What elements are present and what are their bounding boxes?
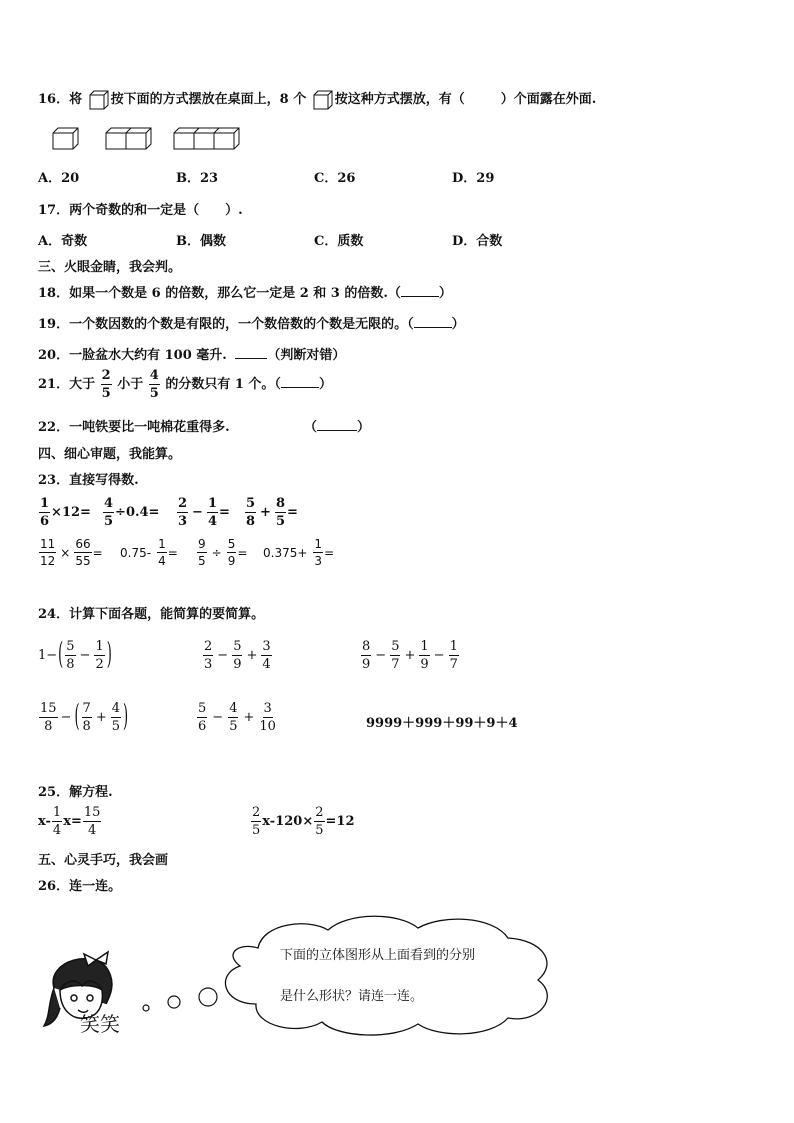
operator: +: [260, 505, 271, 520]
operator: −: [433, 648, 445, 663]
operator: ×: [60, 545, 71, 560]
bubble-text-line-2: 是什么形状？请连一连。: [280, 989, 424, 1004]
expr-text: 1−: [38, 648, 58, 663]
operator: +: [404, 648, 416, 663]
denominator: 8: [66, 657, 75, 672]
numerator: 11: [40, 537, 56, 551]
operator: −: [217, 648, 229, 663]
q23-expr-5: [38, 538, 103, 567]
operator: −: [79, 648, 91, 663]
q24-problem-4: [38, 702, 129, 733]
q23-expr-8: [263, 538, 334, 567]
q21-answer-blank[interactable]: [281, 375, 319, 388]
q24-problem-3: [360, 640, 460, 671]
q21-text-c: 的分数只有 1 个。（: [165, 377, 281, 392]
numerator: 3: [262, 639, 271, 654]
right-paren: ): [123, 700, 129, 735]
numerator: 2: [101, 368, 111, 383]
numerator: 2: [252, 805, 261, 820]
denominator: 7: [391, 657, 400, 672]
left-paren: (: [74, 700, 80, 735]
q16-text-4: ）个面露在外面.: [500, 92, 597, 107]
denominator: 5: [149, 386, 159, 401]
expr-text: 0.375+: [263, 545, 308, 560]
q17-option-a[interactable]: A．奇数: [38, 234, 88, 249]
denominator: 5: [101, 386, 111, 401]
denominator: 12: [40, 554, 56, 568]
q18-text: 18．如果一个数是 6 的倍数，那么它一定是 2 和 3 的倍数.（: [38, 286, 401, 301]
numerator: 8: [362, 639, 371, 654]
q23-expr-7: [196, 538, 247, 567]
denominator: 9: [420, 657, 429, 672]
cube-arrangement-figure: [50, 126, 240, 152]
operator: +: [243, 710, 255, 725]
q17-option-c[interactable]: C．质数: [314, 234, 364, 249]
equals: =: [92, 545, 103, 560]
denominator: 10: [259, 719, 276, 734]
q23-title: 23．直接写得数.: [38, 473, 139, 488]
thought-dots: [138, 982, 222, 1018]
q24-title: 24．计算下面各题，能简算的要简算。: [38, 607, 265, 622]
q23-expr-6: [120, 538, 178, 567]
numerator: 1: [420, 639, 429, 654]
q21-text-b: 小于: [117, 377, 144, 392]
denominator: 5: [229, 719, 238, 734]
numerator: 15: [83, 805, 101, 820]
numerator: 5: [246, 496, 256, 511]
q24-problem-6: 9999＋999＋99＋9＋4: [366, 716, 518, 731]
equals: =: [167, 545, 178, 560]
q21-close-paren: ）: [318, 377, 332, 392]
expr-text: =12: [325, 814, 355, 829]
denominator: 7: [449, 657, 458, 672]
q26-title: 26．连一连。: [38, 879, 122, 894]
denominator: 6: [40, 514, 50, 529]
q24-problem-1: [38, 640, 113, 671]
q21-fraction-2: [149, 369, 160, 400]
q16-option-d[interactable]: D．29: [452, 171, 495, 186]
numerator: 3: [263, 701, 272, 716]
section-3-heading: 三、火眼金睛，我会判。: [38, 260, 182, 275]
numerator: 1: [449, 639, 458, 654]
numerator: 1: [52, 805, 62, 820]
q16-text-1: 将: [69, 92, 83, 107]
denominator: 8: [246, 514, 256, 529]
right-paren: ): [106, 638, 112, 673]
numerator: 15: [40, 701, 57, 716]
numerator: 5: [66, 639, 75, 654]
cube-icon: [88, 89, 110, 111]
q16-text-2: 按下面的方式摆放在桌面上，8 个: [110, 92, 307, 107]
q16-option-c[interactable]: C．26: [314, 171, 356, 186]
numerator: 1: [207, 496, 217, 511]
q16-line: [38, 88, 596, 111]
expr-text: x-120×: [262, 814, 314, 829]
denominator: 5: [111, 719, 120, 734]
numerator: 1: [314, 537, 323, 551]
q16-option-a[interactable]: A．20: [38, 171, 80, 186]
q20-tail: （判断对错）: [267, 348, 346, 363]
q19-answer-blank[interactable]: [414, 315, 452, 328]
q22-answer: [304, 416, 370, 435]
operator: +: [95, 710, 107, 725]
numerator: 8: [275, 496, 285, 511]
denominator: 8: [82, 719, 91, 734]
denominator: 4: [262, 657, 271, 672]
denominator: 3: [314, 554, 323, 568]
q17-option-d[interactable]: D．合数: [452, 234, 503, 249]
numerator: 2: [204, 639, 213, 654]
denominator: 5: [104, 514, 114, 529]
numerator: 4: [111, 701, 120, 716]
operator: −: [212, 710, 224, 725]
expr-text: 0.75-: [120, 545, 152, 560]
denominator: 5: [275, 514, 285, 529]
q19-text: 19．一个数因数的个数是有限的，一个数倍数的个数是无限的。（: [38, 317, 414, 332]
numerator: 5: [227, 537, 236, 551]
q23-expr-3: [176, 497, 230, 528]
operator: +: [246, 648, 258, 663]
q24-problem-5: [196, 702, 277, 733]
q22-answer-blank[interactable]: [317, 418, 357, 431]
expr-text: ÷0.4=: [115, 505, 160, 520]
expr-text: x-: [38, 814, 51, 829]
denominator: 4: [207, 514, 217, 529]
numerator: 1: [95, 639, 104, 654]
q23-expr-1: [38, 497, 91, 528]
q18-answer-blank[interactable]: [401, 284, 439, 297]
numerator: 66: [75, 537, 91, 551]
q17-text: 17．两个奇数的和一定是（ ）.: [38, 203, 243, 218]
q18-close-paren: ）: [438, 286, 452, 301]
q22-text: 22．一吨铁要比一吨棉花重得多.: [38, 420, 230, 435]
expr-text: ×12=: [51, 505, 91, 520]
q23-expr-2: [102, 497, 159, 528]
numerator: 4: [229, 701, 238, 716]
denominator: 4: [87, 823, 97, 838]
bubble-text-line-1: 下面的立体图形从上面看到的分别: [280, 948, 476, 963]
q17-option-b[interactable]: B．偶数: [176, 234, 226, 249]
numerator: 2: [178, 496, 188, 511]
numerator: 2: [315, 805, 324, 820]
q20-text: 20．一脸盆水大约有 100 毫升.: [38, 348, 227, 363]
denominator: 9: [227, 554, 236, 568]
denominator: 9: [362, 657, 371, 672]
numerator: 7: [82, 701, 91, 716]
q24-problem-2: [202, 640, 273, 671]
equals: =: [324, 545, 335, 560]
denominator: 3: [204, 657, 213, 672]
q18-line: [38, 282, 452, 301]
operator: −: [60, 710, 72, 725]
operator: ÷: [211, 545, 222, 560]
q20-line: [38, 344, 345, 363]
numerator: 1: [40, 496, 50, 511]
expr-text: x=: [63, 814, 82, 829]
q16-number: 16．: [38, 92, 70, 107]
operator: −: [192, 505, 203, 520]
operator: −: [375, 648, 387, 663]
q16-text-3: 按这种方式摆放，有（: [334, 92, 465, 107]
q25-equation-2: [250, 806, 355, 837]
denominator: 4: [158, 554, 166, 568]
numerator: 5: [391, 639, 400, 654]
section-4-heading: 四、细心审题，我能算。: [38, 447, 182, 462]
denominator: 6: [198, 719, 207, 734]
q20-answer-blank[interactable]: [235, 346, 267, 359]
q21-text-a: 21．大于: [38, 377, 96, 392]
numerator: 5: [198, 701, 207, 716]
left-paren: (: [58, 638, 64, 673]
q22-close-paren: ）: [357, 420, 371, 435]
denominator: 4: [52, 823, 62, 838]
denominator: 8: [44, 719, 53, 734]
denominator: 55: [75, 554, 91, 568]
q22-open-paren: （: [304, 420, 318, 435]
denominator: 5: [252, 823, 261, 838]
equals: =: [237, 545, 248, 560]
denominator: 5: [315, 823, 324, 838]
q19-line: [38, 313, 465, 332]
numerator: 9: [198, 537, 206, 551]
denominator: 5: [198, 554, 206, 568]
cube-icon: [312, 89, 334, 111]
q23-expr-4: [244, 497, 298, 528]
equals: =: [287, 505, 298, 520]
thought-bubble: [218, 908, 563, 1038]
q19-close-paren: ）: [451, 317, 465, 332]
numerator: 1: [158, 537, 166, 551]
denominator: 2: [95, 657, 104, 672]
girl-name-label: 笑笑: [80, 1012, 120, 1036]
equals: =: [219, 505, 230, 520]
q25-equation-1: [38, 806, 102, 837]
denominator: 9: [233, 657, 242, 672]
numerator: 5: [233, 639, 242, 654]
q21-line: [38, 369, 332, 400]
numerator: 4: [149, 368, 159, 383]
q16-option-b[interactable]: B．23: [176, 171, 219, 186]
q25-title: 25．解方程.: [38, 785, 113, 800]
numerator: 4: [104, 496, 114, 511]
denominator: 3: [178, 514, 188, 529]
section-5-heading: 五、心灵手巧，我会画: [38, 853, 169, 868]
q21-fraction-1: [101, 369, 112, 400]
